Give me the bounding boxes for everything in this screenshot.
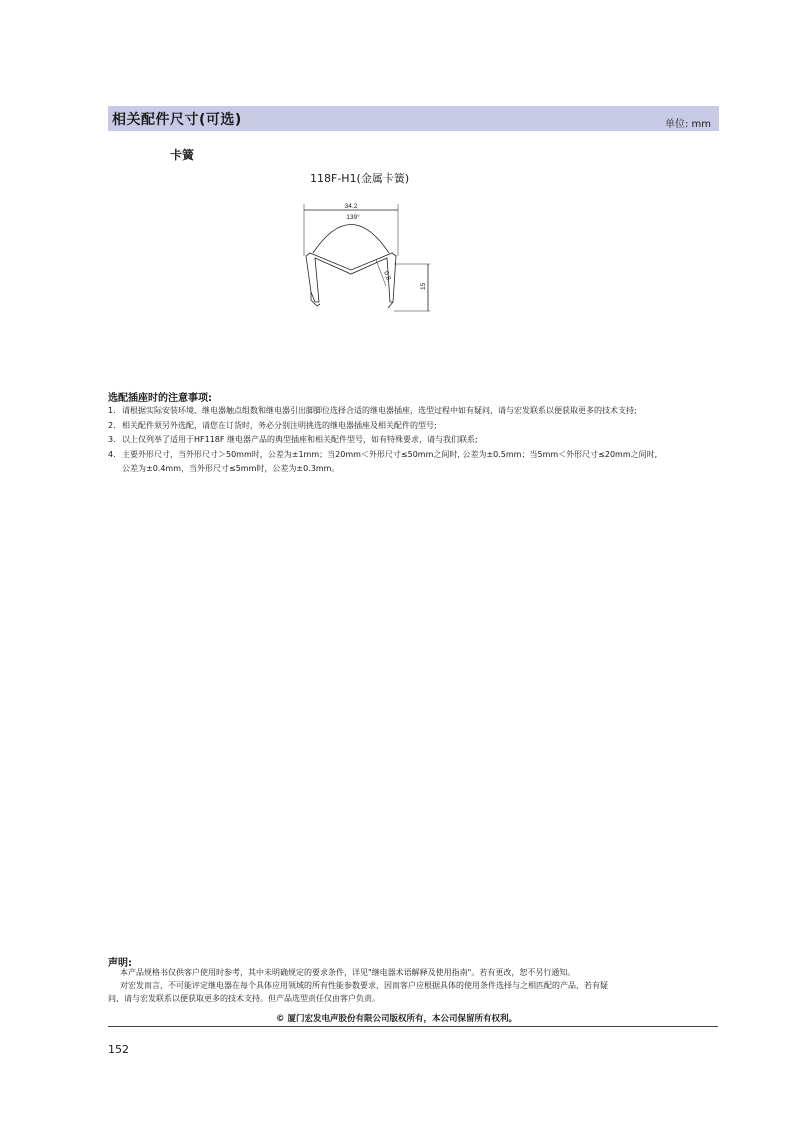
dim-height-label: 15 bbox=[420, 282, 427, 290]
list-number: 3. bbox=[108, 435, 116, 444]
list-item-continuation bbox=[108, 462, 720, 477]
list-text: 请根据实际安装环境、继电器触点组数和继电器引出脚脚位选择合适的继电器插座，选型过程中如有疑问，请与宏发联系以便获取更多的技术支持; bbox=[122, 406, 637, 415]
footer-divider bbox=[108, 1026, 718, 1027]
list-number: 1. bbox=[108, 406, 116, 415]
copyright-notice: © 厦门宏发电声股份有限公司版权所有，本公司保留所有权利。 bbox=[276, 1014, 517, 1024]
section-title: 相关配件尺寸(可选) bbox=[112, 112, 242, 128]
subsection-title: 卡簧 bbox=[170, 148, 195, 162]
dim-angle-label: 139° bbox=[346, 214, 360, 221]
dim-width-label: 34.2 bbox=[344, 203, 358, 210]
page-number: 152 bbox=[108, 1043, 129, 1056]
declaration-title: 声明: bbox=[108, 958, 132, 969]
clip-drawing bbox=[296, 198, 446, 318]
list-item bbox=[108, 419, 720, 434]
dim-thickness-label: 0.8 bbox=[382, 270, 392, 282]
list-text: 公差为±0.4mm，当外形尺寸≤5mm时，公差为±0.3mm。 bbox=[122, 464, 340, 473]
list-item bbox=[108, 433, 720, 448]
angle-arc bbox=[313, 225, 389, 254]
list-text: 相关配件须另外选配，请您在订货时，务必分别注明挑选的继电器插座及相关配件的型号; bbox=[122, 420, 437, 430]
declaration-body bbox=[108, 966, 718, 1005]
list-item bbox=[108, 404, 720, 419]
part-name: 118F-H1(金属卡簧) bbox=[310, 172, 410, 185]
section-header-bar bbox=[108, 106, 719, 131]
list-item bbox=[108, 448, 720, 463]
list-number: 4. bbox=[108, 449, 116, 459]
declaration-line: 对宏发而言，不可能评定继电器在每个具体应用领域的所有性能参数要求，因而客户应根据具体的使用条件选择与之相匹配的产品，若有疑 bbox=[120, 981, 608, 990]
list-text: 主要外形尺寸，当外形尺寸＞50mm时，公差为±1mm；当20mm＜外形尺寸≤50mm之间时, 公差为±0.5mm；当5mm＜外形尺寸≤20mm之间时, bbox=[122, 449, 658, 459]
list-text: 以上仅列举了适用于HF118F 继电器产品的典型插座和相关配件型号，如有特殊要求，请与我们联系; bbox=[122, 435, 478, 444]
declaration-line: 本产品规格书仅供客户使用时参考，其中未明确规定的要求条件，详见"继电器术语解释及使用指南"。若有更改，恕不另行通知。 bbox=[120, 968, 576, 977]
list-number: 2. bbox=[108, 420, 116, 430]
unit-label: 单位: mm bbox=[664, 119, 711, 130]
declaration-line: 问，请与宏发联系以便获取更多的技术支持。但产品选型责任仅由客户负责。 bbox=[108, 994, 380, 1003]
notes-title: 选配插座时的注意事项: bbox=[108, 393, 212, 404]
notes-list bbox=[108, 404, 720, 477]
